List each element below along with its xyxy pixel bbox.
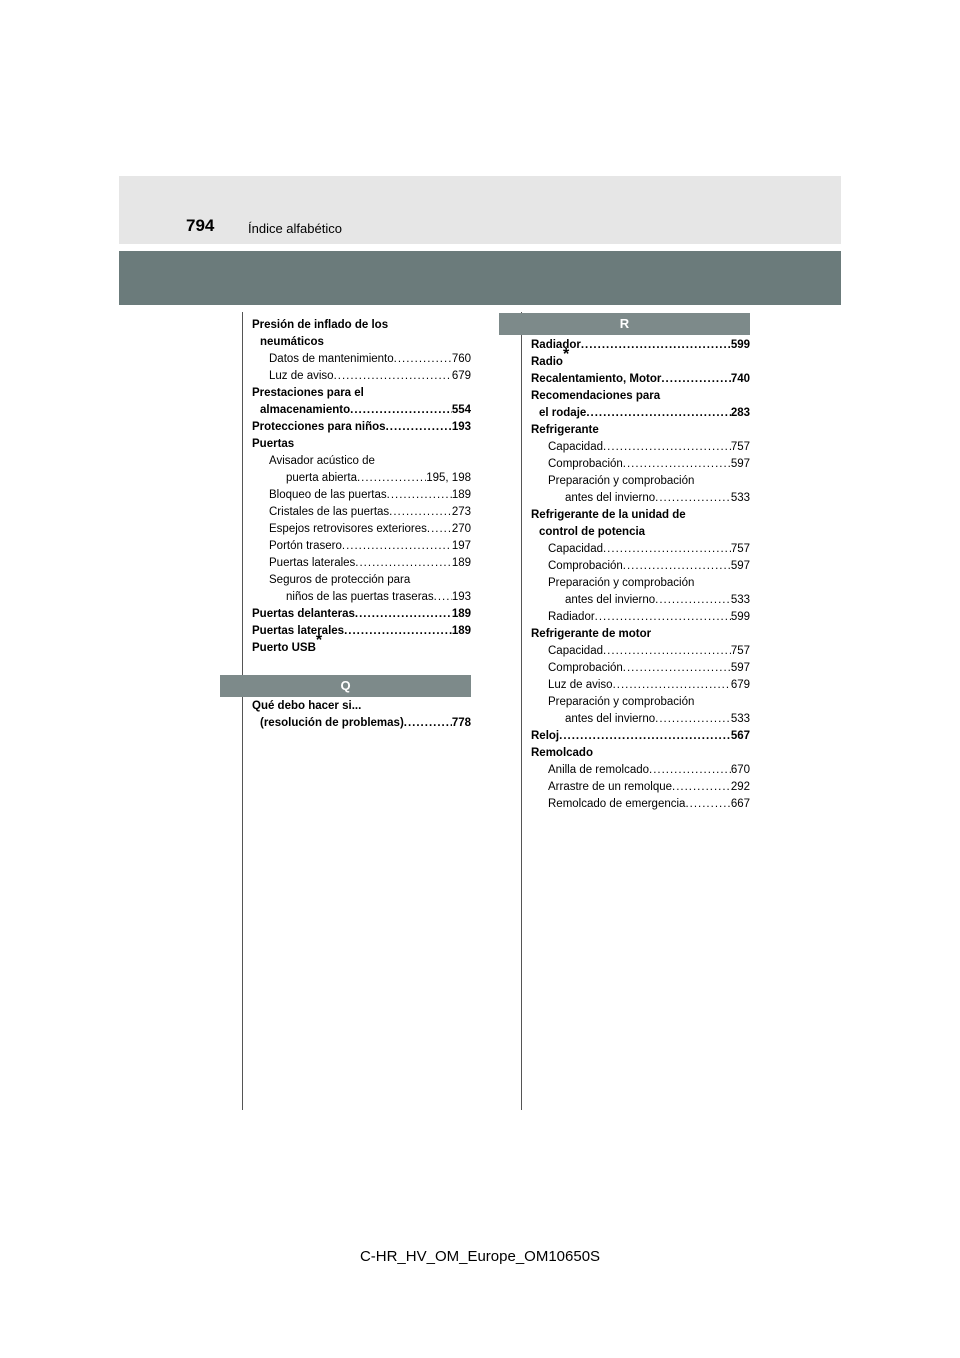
dot-leader xyxy=(581,337,731,354)
entry-label: antes del invierno xyxy=(565,713,656,725)
entry-page-ref: 189 xyxy=(451,557,471,569)
entry-label: puerta abierta xyxy=(286,472,357,484)
entry-page-ref: 757 xyxy=(730,441,750,453)
index-column-left-q xyxy=(252,698,471,732)
entry-page-ref: 778 xyxy=(451,717,471,729)
entry-page-ref: 533 xyxy=(730,492,750,504)
entry-page-ref: 757 xyxy=(730,543,750,555)
entry-label: neumáticos xyxy=(260,336,324,348)
entry-label: el rodaje xyxy=(539,407,587,419)
index-entry xyxy=(531,609,750,626)
dot-leader xyxy=(649,762,731,779)
entry-label: Recomendaciones para xyxy=(531,390,661,402)
entry-page-ref: 189 xyxy=(451,608,471,620)
entry-label: Comprobación xyxy=(548,560,623,572)
index-entry xyxy=(252,632,471,657)
index-entry xyxy=(531,490,750,507)
entry-label: Remolcado de emergencia xyxy=(548,798,686,810)
section-title: Índice alfabético xyxy=(248,221,342,236)
dot-leader xyxy=(387,487,452,504)
dot-leader xyxy=(334,368,452,385)
dot-leader xyxy=(404,715,452,732)
entry-page-ref: 193 xyxy=(451,421,471,433)
dot-leader xyxy=(559,728,731,745)
entry-page-ref: 757 xyxy=(730,645,750,657)
index-entry xyxy=(531,507,750,524)
entry-page-ref: 533 xyxy=(730,713,750,725)
entry-label: Recalentamiento, Motor xyxy=(531,373,662,385)
dot-leader xyxy=(350,402,452,419)
index-entry xyxy=(531,558,750,575)
entry-label: Protecciones para niños xyxy=(252,421,386,433)
entry-label: Refrigerante de motor xyxy=(531,628,652,640)
index-entry xyxy=(531,728,750,745)
entry-page-ref: 597 xyxy=(730,458,750,470)
index-entry xyxy=(252,317,471,334)
index-entry xyxy=(252,698,471,715)
index-entry xyxy=(531,626,750,643)
dot-leader xyxy=(623,558,731,575)
dot-leader xyxy=(586,405,731,422)
index-entry xyxy=(531,677,750,694)
dot-leader xyxy=(344,623,452,640)
entry-label: Preparación y comprobación xyxy=(548,475,695,487)
index-entry xyxy=(531,694,750,711)
index-entry xyxy=(531,762,750,779)
entry-label: Comprobación xyxy=(548,458,623,470)
index-entry xyxy=(252,623,471,640)
entry-label: Seguros de protección para xyxy=(269,574,411,586)
index-entry xyxy=(252,402,471,419)
index-entry xyxy=(252,555,471,572)
index-entry xyxy=(531,796,750,813)
entry-page-ref: 567 xyxy=(730,730,750,742)
entry-label: Capacidad xyxy=(548,441,603,453)
entry-page-ref: 533 xyxy=(730,594,750,606)
entry-page-ref: 554 xyxy=(451,404,471,416)
entry-label: Anilla de remolcado xyxy=(548,764,650,776)
dot-leader xyxy=(434,589,452,606)
index-entry xyxy=(252,715,471,732)
entry-label: Refrigerante xyxy=(531,424,599,436)
dot-leader xyxy=(603,541,731,558)
entry-page-ref: 283 xyxy=(730,407,750,419)
entry-label: control de potencia xyxy=(539,526,646,538)
index-entry xyxy=(252,538,471,555)
entry-label: Espejos retrovisores exteriores xyxy=(269,523,427,535)
entry-label: Qué debo hacer si... xyxy=(252,700,362,712)
entry-label: Radiador xyxy=(548,611,595,623)
index-column-left xyxy=(252,317,471,657)
entry-label: antes del invierno xyxy=(565,594,656,606)
entry-label: Reloj xyxy=(531,730,560,742)
dot-leader xyxy=(661,371,730,388)
entry-page-ref: 597 xyxy=(730,560,750,572)
entry-label: Capacidad xyxy=(548,645,603,657)
index-entry xyxy=(252,589,471,606)
index-entry xyxy=(531,779,750,796)
entry-page-ref: 599 xyxy=(730,339,750,351)
index-entry xyxy=(252,606,471,623)
entry-page-ref: 679 xyxy=(730,679,750,691)
dot-leader xyxy=(427,521,452,538)
dot-leader xyxy=(623,660,731,677)
index-entry xyxy=(531,643,750,660)
dot-leader xyxy=(613,677,731,694)
entry-label: Radiador xyxy=(531,339,581,351)
index-entry xyxy=(531,745,750,762)
entry-label: Avisador acústico de xyxy=(269,455,375,467)
index-entry xyxy=(252,385,471,402)
dot-leader xyxy=(595,609,731,626)
index-entry xyxy=(531,388,750,405)
entry-label: Cristales de las puertas xyxy=(269,506,390,518)
entry-label: Puertas delanteras xyxy=(252,608,355,620)
index-entry xyxy=(252,334,471,351)
entry-label: Bloqueo de las puertas xyxy=(269,489,387,501)
entry-page-ref: 197 xyxy=(451,540,471,552)
entry-label: Prestaciones para el xyxy=(252,387,364,399)
index-entry xyxy=(531,371,750,388)
index-entry xyxy=(252,470,471,487)
entry-label: Comprobación xyxy=(548,662,623,674)
entry-label: Arrastre de un remolque xyxy=(548,781,673,793)
entry-page-ref: 670 xyxy=(730,764,750,776)
footnote-star: * xyxy=(315,632,323,649)
index-entry xyxy=(531,346,750,371)
index-entry xyxy=(252,453,471,470)
dot-leader xyxy=(389,504,452,521)
entry-label: almacenamiento xyxy=(260,404,351,416)
index-entry xyxy=(252,521,471,538)
header-top-band xyxy=(119,176,841,244)
index-entry xyxy=(252,351,471,368)
entry-label: (resolución de problemas) xyxy=(260,717,404,729)
entry-page-ref: 679 xyxy=(451,370,471,382)
index-entry xyxy=(531,660,750,677)
index-entry xyxy=(531,575,750,592)
dot-leader xyxy=(623,456,731,473)
entry-page-ref: 273 xyxy=(451,506,471,518)
header-band xyxy=(119,251,841,305)
index-entry xyxy=(531,592,750,609)
footnote-star: * xyxy=(562,346,570,363)
entry-page-ref: 760 xyxy=(451,353,471,365)
document-code: C-HR_HV_OM_Europe_OM10650S xyxy=(359,1248,601,1265)
index-entry xyxy=(531,711,750,728)
entry-page-ref: 667 xyxy=(730,798,750,810)
index-entry xyxy=(531,524,750,541)
index-entry xyxy=(531,473,750,490)
index-entry xyxy=(531,422,750,439)
index-entry xyxy=(252,368,471,385)
letter-header-r: R xyxy=(499,313,750,335)
dot-leader xyxy=(655,592,731,609)
entry-label: Presión de inflado de los xyxy=(252,319,389,331)
entry-label: Luz de aviso xyxy=(269,370,334,382)
entry-page-ref: 195, 198 xyxy=(426,472,471,484)
entry-page-ref: 597 xyxy=(730,662,750,674)
entry-label: Puertas xyxy=(252,438,295,450)
dot-leader xyxy=(655,711,731,728)
index-entry xyxy=(252,504,471,521)
entry-page-ref: 193 xyxy=(451,591,471,603)
index-entry xyxy=(252,487,471,504)
entry-page-ref: 270 xyxy=(451,523,471,535)
dot-leader xyxy=(672,779,731,796)
entry-label: Preparación y comprobación xyxy=(548,577,695,589)
entry-page-ref: 189 xyxy=(451,625,471,637)
right-column-rule xyxy=(521,312,522,1110)
dot-leader xyxy=(386,419,452,436)
entry-label: Luz de aviso xyxy=(548,679,613,691)
dot-leader xyxy=(355,555,452,572)
entry-page-ref: 740 xyxy=(730,373,750,385)
dot-leader xyxy=(603,439,731,456)
index-entry xyxy=(531,405,750,422)
page-number: 794 xyxy=(186,216,215,235)
index-entry xyxy=(252,572,471,589)
entry-label: Capacidad xyxy=(548,543,603,555)
index-entry xyxy=(531,456,750,473)
index-entry xyxy=(531,541,750,558)
index-entry xyxy=(531,439,750,456)
dot-leader xyxy=(655,490,731,507)
dot-leader xyxy=(342,538,452,555)
entry-label: Datos de mantenimiento xyxy=(269,353,394,365)
dot-leader xyxy=(355,606,452,623)
letter-header-q: Q xyxy=(220,675,471,697)
dot-leader xyxy=(685,796,730,813)
index-entry xyxy=(252,419,471,436)
left-column-rule xyxy=(242,312,243,1110)
entry-label: Refrigerante de la unidad de xyxy=(531,509,686,521)
entry-label: Portón trasero xyxy=(269,540,342,552)
entry-label: Puertas laterales xyxy=(269,557,356,569)
entry-label: Radio xyxy=(531,356,563,368)
entry-label: niños de las puertas traseras xyxy=(286,591,434,603)
entry-label: Puertas laterales xyxy=(252,625,345,637)
entry-label: Remolcado xyxy=(531,747,593,759)
entry-page-ref: 189 xyxy=(451,489,471,501)
dot-leader xyxy=(603,643,731,660)
dot-leader xyxy=(357,470,426,487)
dot-leader xyxy=(394,351,452,368)
entry-label: antes del invierno xyxy=(565,492,656,504)
entry-label: Preparación y comprobación xyxy=(548,696,695,708)
entry-page-ref: 599 xyxy=(730,611,750,623)
entry-page-ref: 292 xyxy=(730,781,750,793)
index-entry xyxy=(252,436,471,453)
index-column-right xyxy=(531,337,750,813)
entry-label: Puerto USB xyxy=(252,642,316,654)
